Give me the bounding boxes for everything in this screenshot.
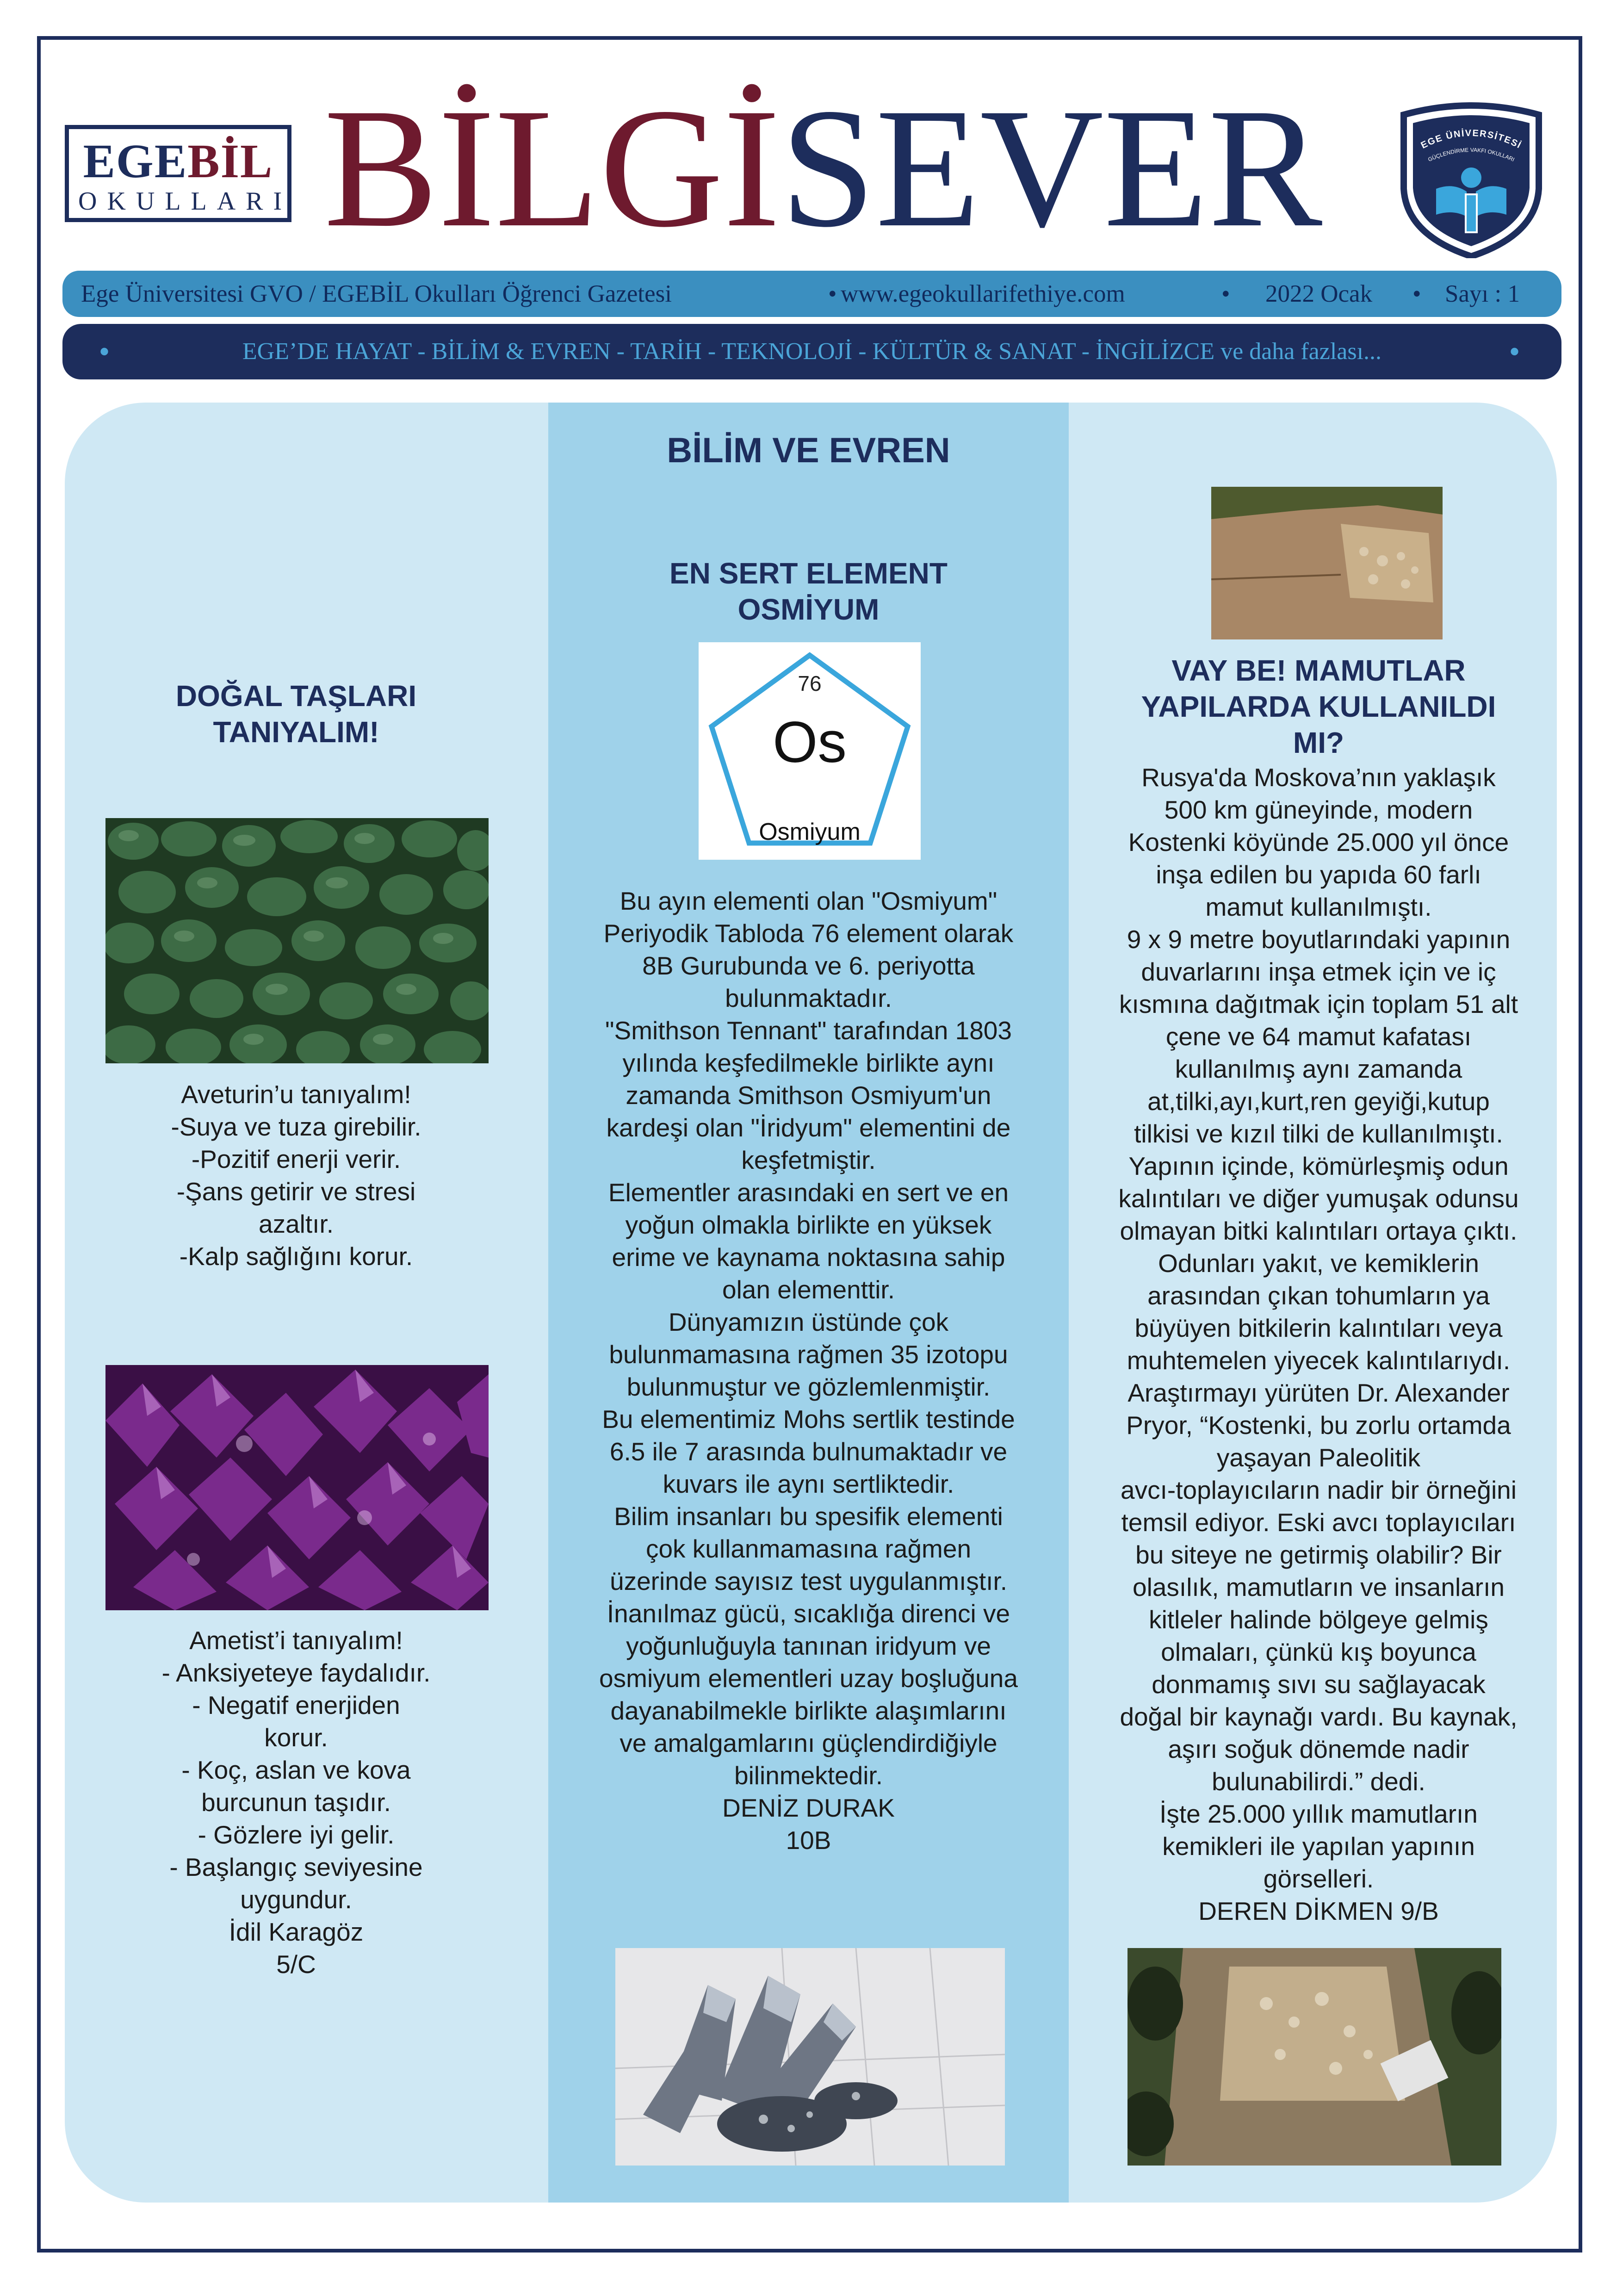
middle-headline-wrap	[571, 555, 1046, 627]
element-symbol: Os	[773, 710, 847, 775]
sections-bullet-right: •	[1510, 336, 1520, 367]
aventurine-image	[105, 818, 489, 1063]
left-headline-wrap	[93, 678, 500, 750]
right-headline-wrap	[1096, 652, 1541, 761]
aventurine-text: Aveturin’u tanıyalım! -Suya ve tuza girebilir. -Pozitif enerji verir. -Şans getirir ve stresi azaltır. -Kalp sağlığını korur.	[171, 1080, 421, 1271]
masthead-part1: BİLGİ	[324, 73, 781, 263]
osmium-body-text: Bu ayın elementi olan "Osmiyum" Periyodik Tabloda 76 element olarak 8B Gurubunda ve 6. periyotta bulunmaktadır. "Smithson Tennant" tarafından 1803 yılında keşfedilmekle birlikte aynı zamanda Smithson Osmiyum'un kardeşi olan "İridyum" elementini de keşfetmiştir. Elementler arasındaki en sert ve en yoğun olmakla birlikte en yüksek erime ve kaynama noktasına sahip olan elementtir. Dünyamızın üstünde çok bulunmamasına rağmen 35 izotopu bulunmuştur ve gözlemlenmiştir. Bu elementimiz Mohs sertlik testinde 6.5 ile 7 arasında bulnumaktadır ve kuvars ile aynı sertliktedir. Bilim insanları bu spesifik elementi çok kullanmamasına rağmen üzerinde sayısız test uygulanmıştır. İnanılmaz gücü, sıcaklığa direnci ve yoğunluğuyla tanınan iridyum ve osmiyum elementleri uzay boşluğuna dayanabilmekle birlikte alaşımlarını ve amalgamlarını güçlendirdiğiyle bilinmektedir. DENİZ DURAK 10B	[599, 887, 1018, 1855]
issue-date: 2022 Ocak	[1265, 280, 1373, 307]
mammoth-body-wrap	[1090, 761, 1548, 1927]
amethyst-text: Ametist’i tanıyalım! - Anksiyeteye faydalıdır. - Negatif enerjiden korur. - Koç, aslan ve kova burcunun taşıdır. - Gözlere iyi gelir. - Başlangıç seviyesine uygundur. İdil Karagöz 5/C	[161, 1626, 431, 1979]
crest-text-2: GÜÇLENDİRME VAKFI OKULLARI	[1427, 146, 1516, 163]
logo-okullari-text: OKULLARI	[78, 187, 292, 216]
left-headline: DOĞAL TAŞLARI TANIYALIM!	[175, 679, 417, 749]
sections-list: EGE’DE HAYAT - BİLİM & EVREN - TARİH - TEKNOLOJİ - KÜLTÜR & SANAT - İNGİLİZCE ve daha fazlası...	[242, 338, 1382, 365]
amethyst-image	[105, 1365, 489, 1610]
middle-headline: EN SERT ELEMENT OSMİYUM	[669, 557, 948, 626]
sections-bullet-left: •	[99, 336, 110, 367]
osmium-element-card	[699, 642, 921, 860]
osmium-body-wrap	[567, 885, 1050, 1856]
ege-university-crest	[1397, 101, 1545, 258]
logo-bil-text: BİL	[187, 135, 273, 188]
masthead-title	[324, 73, 1323, 263]
info-bullet-3: •	[1412, 280, 1421, 307]
issue-number: Sayı : 1	[1445, 280, 1520, 307]
crest-text-1: EGE ÜNİVERSİTESİ	[1419, 128, 1524, 151]
mammoth-aerial-image	[1127, 1948, 1501, 2166]
element-name: Osmiyum	[759, 819, 861, 845]
info-bullet-2: •	[1221, 280, 1230, 307]
egebil-logo	[65, 125, 291, 222]
aventurine-text-wrap	[93, 1078, 500, 1272]
section-title: BİLİM VE EVREN	[667, 431, 950, 470]
right-headline: VAY BE! MAMUTLAR YAPILARDA KULLANILDI MI?	[1141, 654, 1496, 759]
amethyst-text-wrap	[93, 1624, 500, 1980]
logo-ege-text: EGE	[83, 135, 188, 188]
mammoth-body-text: Rusya'da Moskova’nın yaklaşık 500 km güneyinde, modern Kostenki köyünde 25.000 yıl önce inşa edilen bu yapıda 60 farlı mamut kullanılmıştı. 9 x 9 metre boyutlarındaki yapının duvarlarını inşa etmek için ve iç kısmına dağıtmak için toplam 51 alt çene ve 64 mamut kafatası kullanılmış aynı zamanda at,tilki,ayı,kurt,ren geyiği,kutup tilkisi ve kızıl tilki de kullanılmıştı. Yapının içinde, kömürleşmiş odun kalıntıları ve diğer yumuşak odunsu olmayan bitki kalıntıları ortaya çıktı. Odunları yakıt, ve kemiklerin arasından çıkan tohumların ya büyüyen bitkilerin kalıntıları veya muhtemelen yiyecek kalıntılarıydı. Araştırmayı yürüten Dr. Alexander Pryor, “Kostenki, bu zorlu ortamda yaşayan Paleolitik avcı-toplayıcıların nadir bir örneğini temsil ediyor. Eski avcı toplayıcıları bu siteye ne getirmiş olabilir? Bir olasılık, mamutların ve insanların kitleler halinde bölgeye gelmiş olmaları, çünkü kış boyunca donmamış sıvı su sağlayacak doğal bir kaynağı vardı. Bu kaynak, aşırı soğuk dönemde nadir bulunabilirdi.” dedi. İşte 25.000 yıllık mamutların kemikleri ile yapılan yapının görselleri. DEREN DİKMEN 9/B	[1118, 763, 1519, 1925]
kostenki-site-image	[1211, 487, 1443, 639]
info-bullet-1: •	[828, 280, 837, 307]
element-number: 76	[798, 671, 822, 695]
publication-name: Ege Üniversitesi GVO / EGEBİL Okulları Öğrenci Gazetesi	[81, 280, 672, 307]
website-link[interactable]: www.egeokullarifethiye.com	[841, 280, 1125, 307]
osmium-crystal-image	[615, 1948, 1005, 2166]
sections-bar	[62, 324, 1561, 379]
masthead-part2: SEVER	[780, 73, 1323, 263]
info-bar	[62, 271, 1561, 317]
